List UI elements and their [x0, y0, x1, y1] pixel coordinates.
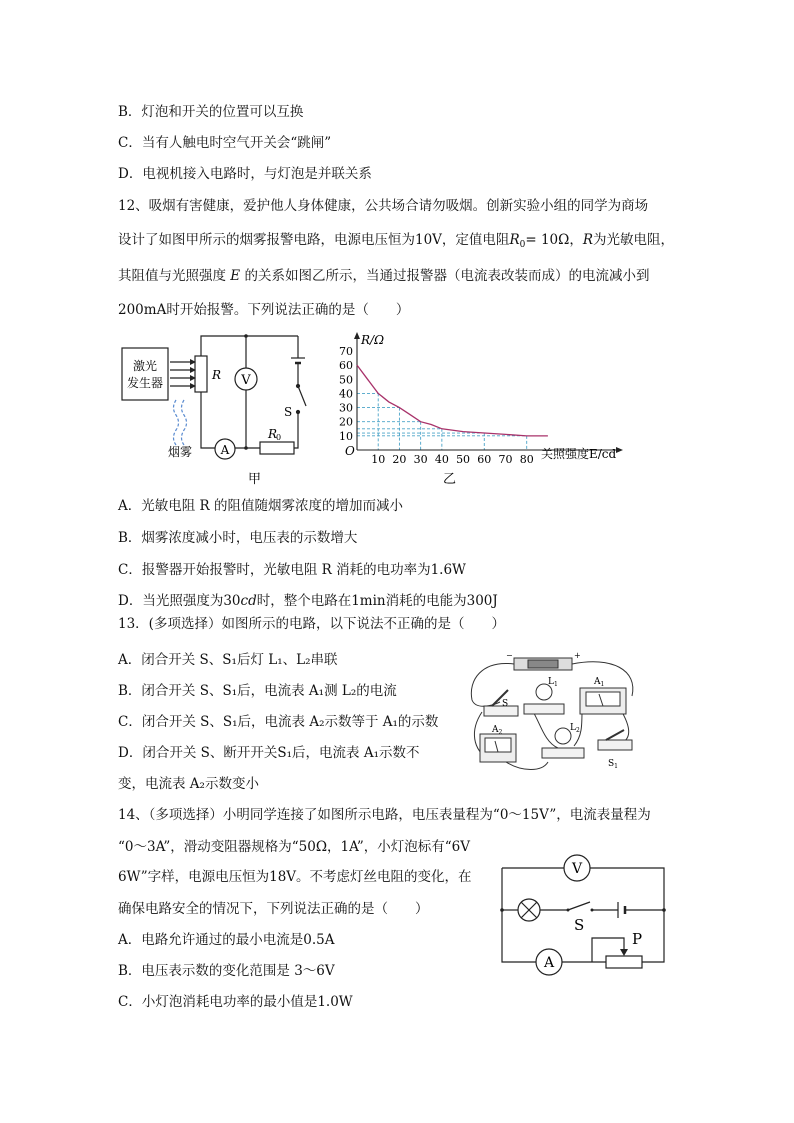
chart-y-tick-label: 20 — [339, 415, 353, 429]
chart-y-tick-label: 60 — [339, 359, 353, 373]
r0-sub: 0 — [519, 240, 526, 250]
laser-label-2: 发生器 — [126, 376, 164, 390]
caption-yi: 乙 — [443, 472, 457, 487]
q12-option-a: A．光敏电阻 R 的阻值随烟雾浓度的增加而减小 — [118, 498, 403, 514]
chart-x-tick-label: 20 — [392, 453, 407, 466]
q13-option-d-line1: D．闭合开关 S、断开开关S₁后，电流表 A₁示数不 — [118, 745, 420, 761]
ammeter-label: A — [543, 955, 555, 971]
r-label: R — [212, 368, 222, 382]
photoresistor-r — [195, 356, 207, 392]
meter-a1-label: $A_1$ — [594, 677, 605, 688]
chart-x-tick-label: 40 — [434, 453, 449, 466]
rheostat-p-label: P — [632, 930, 643, 948]
battery-plus: + — [574, 651, 581, 660]
rheostat — [606, 956, 642, 968]
laser-label-1: 激光 — [132, 359, 158, 373]
q12-stem-2b: ， — [569, 232, 583, 248]
chart-x-tick-label: 80 — [519, 453, 534, 466]
q12-option-d — [118, 591, 498, 611]
switch-s — [568, 902, 590, 910]
r0-symbol: R — [509, 232, 520, 248]
r-symbol: R — [582, 232, 593, 248]
chart-y-tick-label: 30 — [339, 401, 353, 415]
q12-stem-line4: 200mA时开始报警。下列说法正确的是（ ） — [118, 302, 410, 318]
battery-minus: − — [506, 651, 513, 660]
q12-stem-2c: 为光敏电阻， — [593, 232, 674, 248]
q12-stem-3b: 的关系如图乙所示，当通过报警器（电流表改装而成）的电流减小到 — [244, 268, 650, 284]
chart-y-label: R/Ω — [361, 333, 385, 347]
ammeter-label: A — [220, 443, 230, 457]
smoke-label: 烟雾 — [168, 445, 193, 459]
q13-option-d-line2: 变，电流表 A₂示数变小 — [118, 776, 259, 792]
q13-option-b: B．闭合开关 S、S₁后，电流表 A₁测 L₂的电流 — [118, 683, 397, 699]
q11-option-c: C．当有人触电时空气开关会“跳闸” — [118, 135, 332, 151]
figure-q13-physical-circuit — [462, 650, 642, 774]
r-vs-e-curve — [357, 365, 548, 436]
figure-jia-circuit — [118, 328, 333, 488]
q14-option-b: B．电压表示数的变化范围是 3～6V — [118, 963, 335, 979]
chart-x-tick-label: 30 — [413, 453, 428, 466]
chart-y-arrow — [354, 332, 360, 339]
laser-generator-box — [122, 348, 168, 400]
r0-label-sub: 0 — [276, 433, 282, 442]
q12-option-d-unit: cd — [240, 593, 257, 609]
chart-y-tick-label: 70 — [339, 344, 353, 358]
q13-option-c: C．闭合开关 S、S₁后，电流表 A₂示数等于 A₁的示数 — [118, 714, 439, 730]
q12-option-d-a: D．当光照强度为30 — [118, 593, 241, 609]
chart-x-tick-label: 10 — [371, 453, 386, 466]
switch-s-label: S — [574, 916, 585, 934]
chart-x-label: 关照强度E/cd — [541, 447, 617, 461]
q14-stem-line4: 确保电路安全的情况下，下列说法正确的是（ ） — [118, 901, 429, 917]
q12-stem-line3 — [118, 266, 649, 286]
figure-q14-circuit — [494, 852, 670, 980]
chart-x-tick-label: 70 — [498, 453, 513, 466]
lamp-l2-label: $L_2$ — [570, 723, 580, 734]
switch-s-label: S — [502, 699, 509, 709]
figure-yi-chart — [335, 328, 635, 488]
q11-option-b: B．灯泡和开关的位置可以互换 — [118, 104, 304, 120]
r0-value: = 10Ω — [525, 232, 570, 248]
q14-option-a: A．电路允许通过的最小电流是0.5A — [118, 932, 335, 948]
resistor-r0 — [260, 442, 294, 454]
chart-x-arrow — [616, 447, 623, 453]
q14-stem-line1: 14、（多项选择）小明同学连接了如图所示电路，电压表量程为“0～15V”，电流表量程为 — [118, 807, 651, 823]
voltmeter-label: V — [571, 861, 583, 877]
q13-stem: 13．(多项选择）如图所示的电路，以下说法不正确的是（ ） — [118, 616, 505, 632]
voltmeter-label: V — [241, 373, 251, 388]
chart-origin: O — [345, 444, 355, 458]
q13-option-a: A．闭合开关 S、S₁后灯 L₁、L₂串联 — [118, 652, 338, 668]
q11-option-d: D．电视机接入电路时，与灯泡是并联关系 — [118, 166, 372, 182]
q12-option-c: C．报警器开始报警时，光敏电阻 R 消耗的电功率为1.6W — [118, 562, 466, 578]
q12-stem-line1: 12、吸烟有害健康，爱护他人身体健康，公共场合请勿吸烟。创新实验小组的同学为商场 — [118, 198, 649, 214]
q12-option-b: B．烟雾浓度减小时，电压表的示数增大 — [118, 530, 358, 546]
q14-stem-line3: 6W”字样，电源电压恒为18V。不考虑灯丝电阻的变化，在 — [118, 869, 472, 885]
chart-y-tick-label: 50 — [339, 373, 353, 387]
switch-label: S — [284, 405, 293, 419]
e-symbol: E — [230, 268, 241, 284]
chart-x-tick-label: 50 — [456, 453, 471, 466]
q12-option-d-c: 时，整个电路在1min消耗的电能为300J — [256, 593, 498, 609]
switch-s — [298, 386, 306, 406]
switch-s1-label: $S_1$ — [608, 759, 618, 770]
q12-stem-3a: 其阻值与光照强度 — [118, 268, 226, 284]
r0-label: R — [268, 427, 278, 441]
q14-stem-line2: “0～3A”，滑动变阻器规格为“50Ω，1A”，小灯泡标有“6V — [118, 839, 471, 855]
q12-stem-2a: 设计了如图甲所示的烟雾报警电路，电源电压恒为10V，定值电阻 — [118, 232, 510, 248]
q14-option-c: C．小灯泡消耗电功率的最小值是1.0W — [118, 994, 353, 1010]
chart-y-tick-label: 10 — [339, 429, 353, 443]
chart-y-tick-label: 40 — [339, 387, 353, 401]
meter-a2-label: $A_2$ — [492, 725, 503, 736]
lamp-l1-label: $L_1$ — [548, 677, 558, 688]
caption-jia: 甲 — [248, 472, 262, 487]
q12-stem-line2 — [118, 230, 674, 255]
chart-x-tick-label: 60 — [477, 453, 492, 466]
